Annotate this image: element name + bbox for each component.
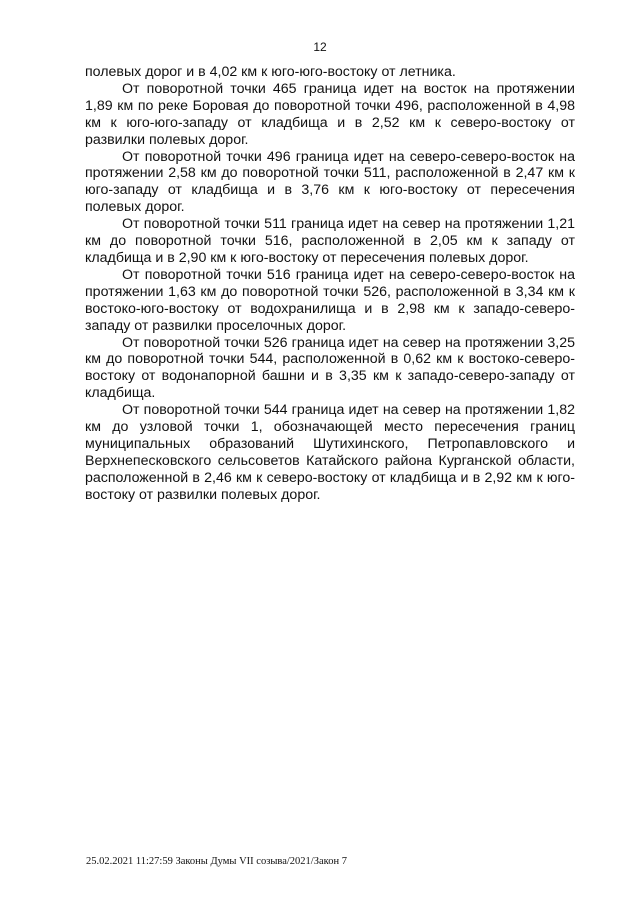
paragraph-continuation: полевых дорог и в 4,02 км к юго-юго-востоку от летника. [85,64,456,80]
paragraph: От поворотной точки 544 граница идет на север на протяжении 1,82 км до узловой точки 1, обозначающей место пересечения границ муниципальных образований Шутихинского, Петропавловского и Верхнепесковского сельсоветов Катайского района Курганской области, расположенной в 2,46 км к северо-востоку от кладбища и в 2,92 км к юго-востоку от развилки полевых дорог. [85,402,575,503]
document-footer: 25.02.2021 11:27:59 Законы Думы VII созыва/2021/Закон 7 [86,856,347,867]
paragraph: От поворотной точки 496 граница идет на северо-северо-восток на протяжении 2,58 км до поворотной точки 511, расположенной в 2,47 км к юго-западу от кладбища и в 3,76 км к юго-востоку от пересечения полевых дорог. [85,148,575,216]
paragraph: От поворотной точки 516 граница идет на северо-северо-восток на протяжении 1,63 км до поворотной точки 526, расположенной в 3,34 км к востоко-юго-востоку от водохранилища и в 2,98 км к западо-северо-западу от развилки проселочных дорог. [85,266,575,334]
paragraph: От поворотной точки 526 граница идет на север на протяжении 3,25 км до поворотной точки 544, расположенной в 0,62 км к востоко-северо-востоку от водонапорной башни и в 3,35 км к западо-северо-западу от кладбища. [85,334,575,402]
paragraph: От поворотной точки 511 граница идет на север на протяжении 1,21 км до поворотной точки 516, расположенной в 2,05 км к западу от кладбища и в 2,90 км к юго-востоку от пересечения полевых дорог. [85,216,575,266]
paragraph: От поворотной точки 465 граница идет на восток на протяжении 1,89 км по реке Боровая до поворотной точки 496, расположенной в 4,98 км к юго-юго-западу от кладбища и в 2,52 км к северо-востоку от развилки полевых дорог. [85,80,575,148]
page-number: 12 [313,40,327,54]
document-body [85,64,575,504]
